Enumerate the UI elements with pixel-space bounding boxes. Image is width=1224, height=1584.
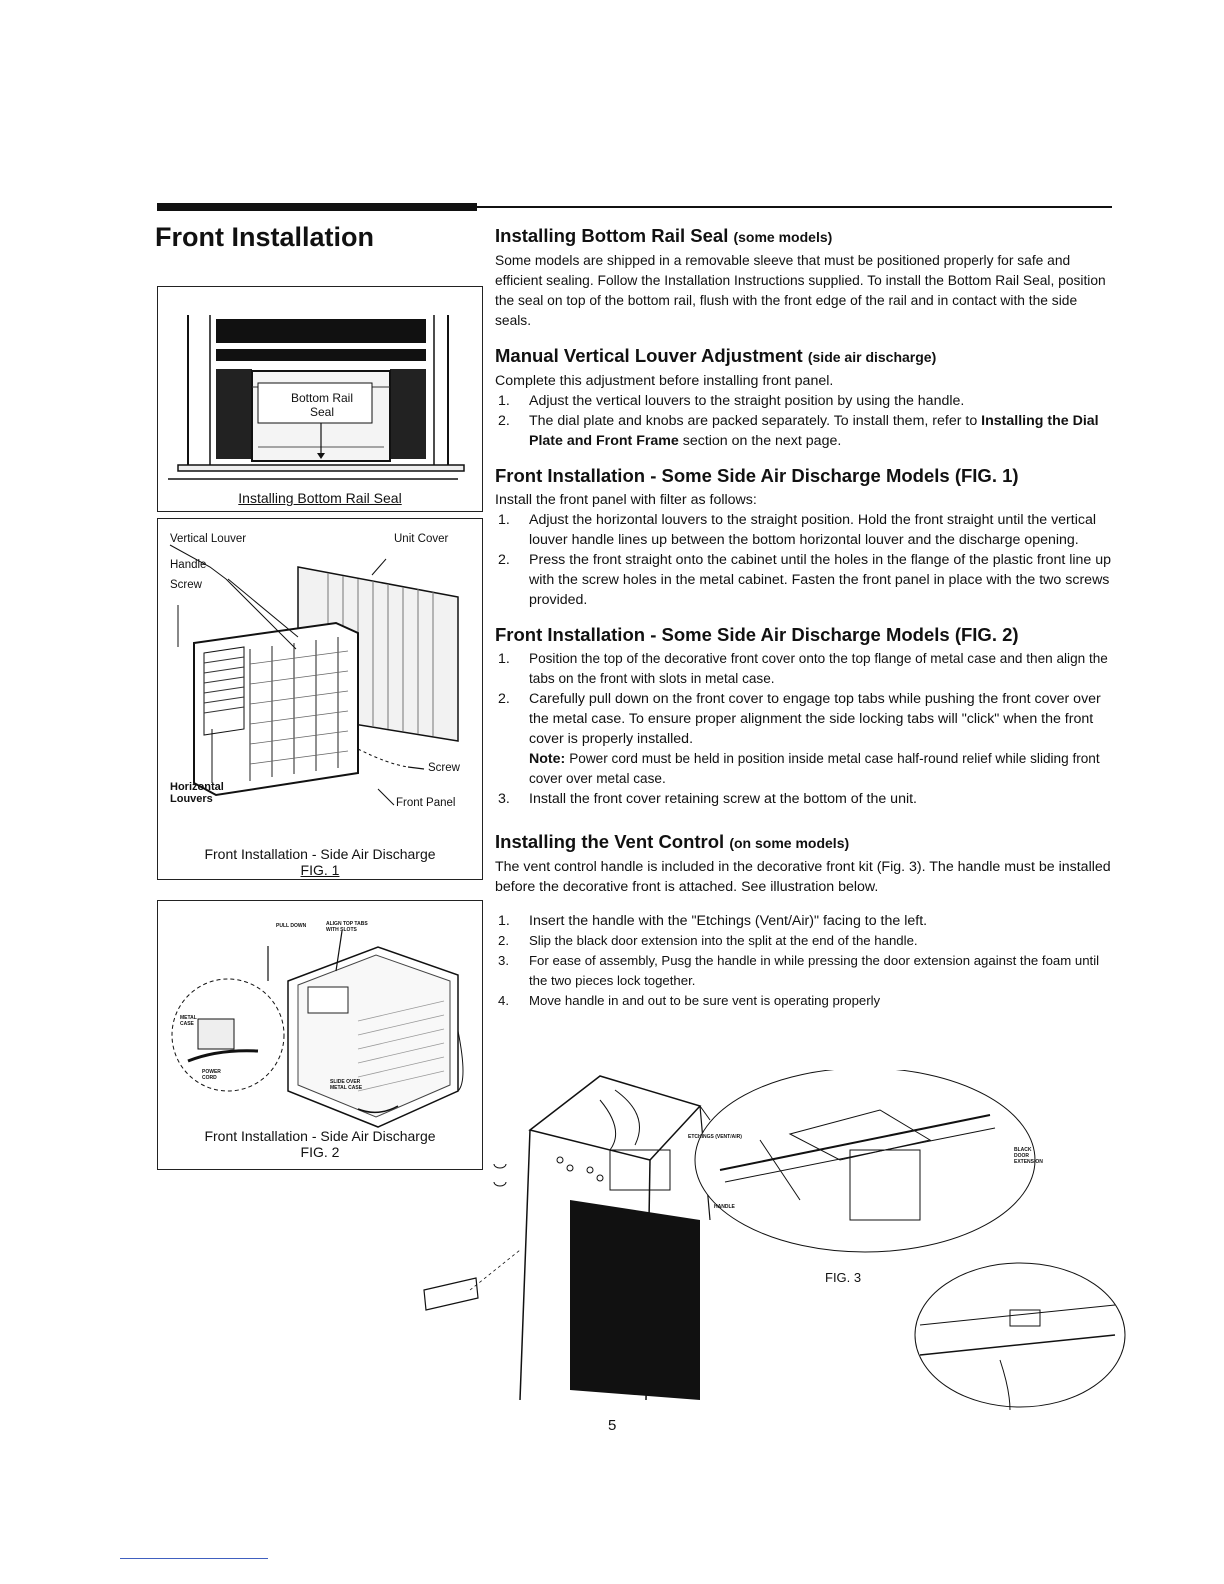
list-item (495, 931, 1115, 951)
page-title: Front Installation (155, 222, 374, 252)
heading-bottom-rail-seal (495, 225, 1115, 248)
louver-steps (495, 391, 1115, 451)
header-rule-thin (477, 206, 1112, 208)
right-column (495, 225, 1115, 1025)
fig1-intro: Install the front panel with filter as follows: (495, 492, 757, 508)
label-horizontal-louvers: Horizontal Louvers (170, 781, 224, 805)
list-item (495, 411, 1115, 451)
header-rule-thick (157, 203, 477, 211)
fig1-caption-number: FIG. 1 (300, 862, 340, 878)
label-handle: Handle (170, 559, 207, 571)
label-unit-cover: Unit Cover (394, 533, 449, 545)
step-text: Insert the handle with the "Etchings (Vent/Air)" facing to the left. (529, 913, 928, 929)
section-louver-adjustment (495, 345, 1115, 451)
seal-label: Bottom Rail Seal (290, 391, 354, 419)
label-pull-down: PULL DOWN (276, 923, 307, 929)
label-align-tabs: ALIGN TOP TABS WITH SLOTS (326, 921, 368, 933)
heading-bottom-rail-seal-sub: (some models) (733, 229, 833, 245)
list-item (495, 911, 1115, 931)
step-number: 1. (498, 651, 510, 667)
fig1-steps (495, 510, 1115, 610)
heading-fig1: Front Installation - Some Side Air Discharge Models (FIG. 1) (495, 465, 1019, 486)
list-item (495, 951, 1115, 991)
step-text: Adjust the horizontal louvers to the straight position. Hold the front straight until the vertical louver handle lines up between the bottom horizontal louver and the discharge opening. (529, 512, 1097, 548)
section-fig1-installation (495, 465, 1115, 610)
list-item (495, 391, 1115, 411)
label-power-cord: POWER CORD (202, 1069, 221, 1081)
heading-louver-text: Manual Vertical Louver Adjustment (495, 345, 803, 366)
fig2-caption: Front Installation - Side Air Discharge (204, 1128, 436, 1144)
vent-steps (495, 911, 1115, 1011)
footer-line (120, 1558, 268, 1559)
list-item (495, 649, 1115, 689)
vent-body: The vent control handle is included in the decorative front kit (Fig. 3). The handle must be installed before the decorative front is attached. See illustration below. (495, 859, 1111, 895)
heading-vent (495, 831, 1115, 854)
step-number: 2. (498, 691, 510, 707)
page-number: 5 (608, 1417, 617, 1434)
seal-caption: Installing Bottom Rail Seal (238, 490, 402, 506)
louver-intro: Complete this adjustment before installing front panel. (495, 373, 834, 389)
section-fig2-installation (495, 624, 1115, 809)
step-number: 3. (498, 953, 509, 968)
step-text: Press the front straight onto the cabinet until the holes in the flange of the plastic front line up with the screw holes in the metal cabinet. Fasten the front panel in place with the two screws provided. (529, 552, 1112, 608)
fig1-illustration (158, 519, 482, 879)
step-text: Slip the black door extension into the split at the end of the handle. (529, 933, 918, 948)
step-number: 4. (498, 993, 509, 1008)
fig3-label-black-door: BLACK DOOR EXTENSION (1014, 1147, 1043, 1165)
step-bold-ref: Installing the Dial Plate and Front Frame (529, 413, 1099, 449)
note-text: Power cord must be held in position inside metal case half-round relief while sliding front cover over metal case. (529, 751, 1100, 786)
heading-vent-text: Installing the Vent Control (495, 831, 725, 852)
heading-vent-sub: (on some models) (729, 835, 850, 851)
list-item (495, 550, 1115, 610)
label-front-panel: Front Panel (396, 797, 456, 809)
heading-bottom-rail-seal-text: Installing Bottom Rail Seal (495, 225, 729, 246)
step-text: Position the top of the decorative front cover onto the top flange of metal case and then align the tabs on the front with slots in metal case. (529, 651, 1108, 686)
step-text: Adjust the vertical louvers to the straight position by using the handle. (529, 393, 965, 409)
heading-fig2: Front Installation - Some Side Air Discharge Models (FIG. 2) (495, 624, 1019, 645)
bottom-rail-seal-body: Some models are shipped in a removable sleeve that must be positioned properly for safe and efficient sealing. Follow the Installation Instructions supplied. To install the Bottom Rail Seal, position the seal on top of the bottom rail, flush with the front edge of the rail and in contact with the side seals. (495, 253, 1106, 328)
list-item (495, 689, 1115, 789)
label-vertical-louver: Vertical Louver (170, 533, 247, 545)
step-number: 2. (498, 413, 510, 429)
label-screw-right: Screw (428, 762, 460, 774)
step-text: For ease of assembly, Pusg the handle in while pressing the door extension against the foam until the two pieces lock together. (529, 953, 1100, 988)
step-number: 1. (498, 512, 510, 528)
label-metal-case: METAL CASE (180, 1015, 197, 1027)
step-number: 3. (498, 791, 510, 807)
fig2-caption-number: FIG. 2 (300, 1144, 340, 1160)
list-item (495, 510, 1115, 550)
fig3-label: FIG. 3 (825, 1270, 862, 1285)
fig3-label-etchings: ETCHINGS (VENT/AIR) (688, 1134, 742, 1140)
note-label: Note: (529, 751, 566, 767)
fig1-caption: Front Installation - Side Air Discharge (204, 846, 436, 862)
section-bottom-rail-seal (495, 225, 1115, 331)
step-number: 1. (498, 913, 510, 929)
list-item (495, 789, 1115, 809)
heading-louver-sub: (side air discharge) (807, 349, 937, 365)
list-item (495, 991, 1115, 1011)
figure-1 (157, 518, 483, 880)
step-text: The dial plate and knobs are packed separately. To install them, refer to (529, 413, 978, 429)
heading-louver (495, 345, 1115, 368)
section-vent-control (495, 831, 1115, 1011)
fig3-label-handle: HANDLE (714, 1204, 735, 1210)
step-number: 2. (498, 552, 510, 568)
step-text: Install the front cover retaining screw at the bottom of the unit. (529, 791, 917, 807)
step-number: 1. (498, 393, 510, 409)
figure-bottom-rail-seal (157, 286, 483, 512)
fig3-illustration (410, 1070, 1130, 1420)
step-number: 2. (498, 933, 509, 948)
label-slide-over: SLIDE OVER METAL CASE (330, 1079, 363, 1091)
step-text: Move handle in and out to be sure vent is operating properly (529, 993, 881, 1008)
fig2-steps (495, 649, 1115, 809)
label-screw-left: Screw (170, 579, 202, 591)
step-text: Carefully pull down on the front cover to engage top tabs while pushing the front cover over the metal case. To ensure proper alignment the side locking tabs will "click" when the front cover is properly installed. (529, 691, 1101, 747)
step-text-after: section on the next page. (682, 433, 842, 449)
